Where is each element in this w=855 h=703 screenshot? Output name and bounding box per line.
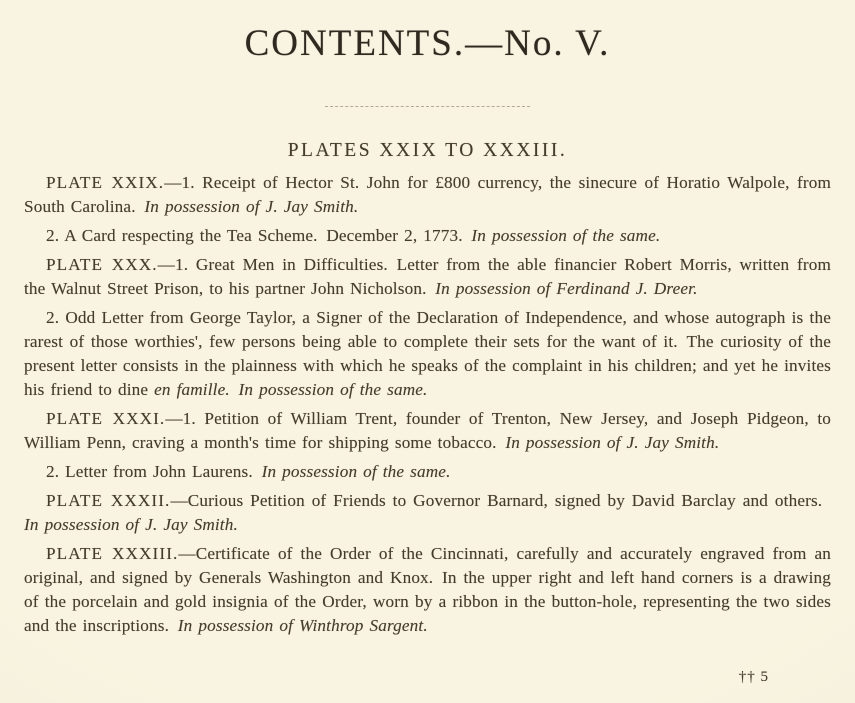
plate-label: PLATE XXXIII.	[46, 544, 179, 563]
plate-label: PLATE XXXII.	[46, 491, 171, 510]
possession-note: In possession of J. Jay Smith.	[135, 197, 359, 216]
plate-entry	[24, 542, 831, 638]
divider-rule	[325, 106, 530, 107]
page-title: CONTENTS.—No. V.	[244, 23, 611, 64]
signature-mark: †† 5	[738, 669, 769, 685]
page-footer	[739, 669, 769, 686]
entry-text: 2. A Card respecting the Tea Scheme. December 2, 1773.	[46, 226, 463, 245]
entry-text: —1. Great Men in Difficulties. Letter from the able financier Robert Morris, written from the Walnut Street Prison, to his partner John Nicholson.	[24, 255, 831, 298]
plate-label: PLATE XXXI.	[46, 409, 166, 428]
entry-text: —1. Receipt of Hector St. John for £800 currency, the sinecure of Horatio Walpole, from South Carolina.	[24, 173, 831, 216]
entry-text: —Certificate of the Order of the Cincinnati, carefully and accurately engraved from an original, and signed by Generals Washington and Knox. In the upper right and left hand corners is a drawing of the porcelain and gold insignia of the Order, worn by a ribbon in the button-hole, representing the two sides and the inscriptions.	[24, 544, 831, 635]
plate-label: PLATE XXIX.	[46, 173, 165, 192]
entry-text: 2. Odd Letter from George Taylor, a Signer of the Declaration of Independence, and whose autograph is the rarest of those worthies', few persons being able to complete their sets for the want of it. The curiosity of the present letter consists in the plainness with which he speaks of the complaint in his children; and yet he invites his friend to dine	[24, 308, 831, 399]
possession-note: In possession of the same.	[252, 462, 451, 481]
plate-entry	[24, 489, 831, 537]
contents-entries	[24, 171, 831, 638]
possession-note: In possession of Ferdinand J. Dreer.	[426, 279, 698, 298]
plate-entry	[24, 224, 831, 248]
possession-note: en famille.	[154, 380, 230, 399]
entry-text: 2. Letter from John Laurens.	[46, 462, 253, 481]
possession-note: In possession of the same.	[462, 226, 661, 245]
possession-note: In possession of J. Jay Smith.	[496, 433, 720, 452]
plate-entry	[24, 171, 831, 219]
possession-note: In possession of the same.	[229, 380, 428, 399]
plate-entry	[24, 460, 831, 484]
plate-label: PLATE XXX.	[46, 255, 158, 274]
plate-entry	[24, 407, 831, 455]
possession-note: In possession of Winthrop Sargent.	[169, 616, 428, 635]
section-heading: PLATES XXIX TO XXXIII.	[287, 140, 568, 161]
entry-text: —1. Petition of William Trent, founder of Trenton, New Jersey, and Joseph Pidgeon, to William Penn, craving a month's time for shipping some tobacco.	[24, 409, 832, 452]
entry-text: —Curious Petition of Friends to Governor Barnard, signed by David Barclay and others.	[170, 491, 823, 510]
possession-note: In possession of J. Jay Smith.	[24, 491, 832, 534]
plate-entry	[24, 253, 831, 301]
plate-entry	[24, 306, 831, 402]
